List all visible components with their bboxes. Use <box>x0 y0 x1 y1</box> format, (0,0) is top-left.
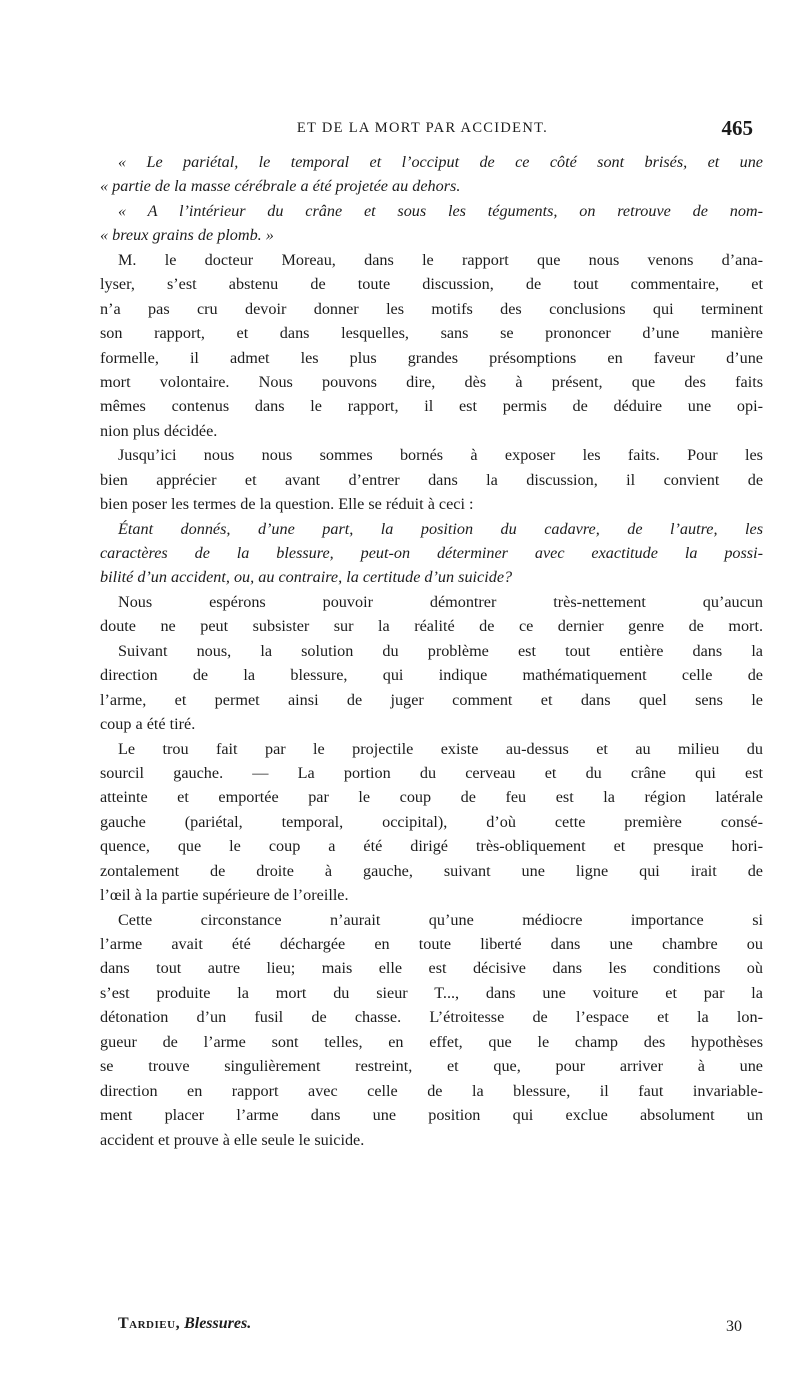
text-line: direction de la blessure, qui indique mathématiquement celle de <box>100 666 763 685</box>
body-text <box>100 150 763 1152</box>
text-line: son rapport, et dans lesquelles, sans se prononcer d’une manière <box>100 324 763 343</box>
text-line: gauche (pariétal, temporal, occipital), d’où cette première consé- <box>100 812 763 831</box>
page-number: 465 <box>721 116 753 140</box>
text-line: Jusqu’ici nous nous sommes bornés à exposer les faits. Pour les <box>118 446 763 465</box>
text-line: nion plus décidée. <box>100 421 218 440</box>
text-line: n’a pas cru devoir donner les motifs des conclusions qui terminent <box>100 299 763 318</box>
text-line: Cette circonstance n’aurait qu’une médiocre importance si <box>118 910 763 929</box>
text-line: lyser, s’est abstenu de toute discussion, de tout commentaire, et <box>100 275 763 294</box>
text-line: l’œil à la partie supérieure de l’oreille. <box>100 886 349 905</box>
text-line: « A l’intérieur du crâne et sous les téguments, on retrouve de nom- <box>118 201 763 220</box>
text-line: quence, que le coup a été dirigé très-obliquement et presque hori- <box>100 837 763 856</box>
text-line: Étant donnés, d’une part, la position du cadavre, de l’autre, les <box>118 519 763 538</box>
text-line: gueur de l’arme sont telles, en effet, que le champ des hypothèses <box>100 1032 763 1051</box>
text-line: accident et prouve à elle seule le suicide. <box>100 1130 365 1149</box>
text-line: bilité d’un accident, ou, au contraire, la certitude d’un suicide? <box>100 568 513 587</box>
text-line: « Le pariétal, le temporal et l’occiput de ce côté sont brisés, et une <box>118 153 763 171</box>
text-line: s’est produite la mort du sieur T..., dans une voiture et par la <box>100 983 763 1002</box>
text-line: Suivant nous, la solution du problème est tout entière dans la <box>118 641 763 660</box>
footer-title: Blessures. <box>184 1315 252 1332</box>
running-title: ET DE LA MORT PAR ACCIDENT. <box>296 120 549 136</box>
text-line: sourcil gauche. — La portion du cerveau et du crâne qui est <box>100 763 763 782</box>
text-line: doute ne peut subsister sur la réalité de ce dernier genre de mort. <box>100 617 763 636</box>
text-line: l’arme, et permet ainsi de juger comment et dans quel sens le <box>100 690 763 709</box>
text-line: l’arme avait été déchargée en toute liberté dans une chambre ou <box>100 935 763 953</box>
text-line: détonation d’un fusil de chasse. L’étroitesse de l’espace et la lon- <box>100 1008 763 1027</box>
text-line: bien apprécier et avant d’entrer dans la discussion, il convient de <box>100 470 763 489</box>
sheet-number: 30 <box>726 1318 742 1335</box>
text-line: mêmes contenus dans le rapport, il est permis de déduire une opi- <box>100 397 763 416</box>
text-line: Nous espérons pouvoir démontrer très-nettement qu’aucun <box>118 592 763 611</box>
text-line: M. le docteur Moreau, dans le rapport que nous venons d’ana- <box>118 250 763 269</box>
page-header <box>90 116 755 146</box>
text-line: zontalement de droite à gauche, suivant une ligne qui irait de <box>100 861 763 880</box>
text-line: mort volontaire. Nous pouvons dire, dès à présent, que des faits <box>100 372 763 391</box>
signature-mark <box>118 1315 251 1333</box>
text-line: dans tout autre lieu; mais elle est décisive dans les conditions où <box>100 959 763 978</box>
text-line: formelle, il admet les plus grandes présomptions en faveur d’une <box>100 348 763 367</box>
text-line: Le trou fait par le projectile existe au-dessus et au milieu du <box>118 739 763 758</box>
text-line: atteinte et emportée par le coup de feu est la région latérale <box>100 788 763 807</box>
text-line: coup a été tiré. <box>100 715 196 734</box>
text-line: caractères de la blessure, peut-on déterminer avec exactitude la possi- <box>100 544 763 562</box>
text-line: bien poser les termes de la question. Elle se réduit à ceci : <box>100 495 474 514</box>
text-line: ment placer l’arme dans une position qui exclue absolument un <box>100 1106 763 1125</box>
footer-author: Tardieu, <box>118 1315 181 1332</box>
text-line: direction en rapport avec celle de la blessure, il faut invariable- <box>100 1081 763 1100</box>
text-line: se trouve singulièrement restreint, et que, pour arriver à une <box>100 1057 763 1076</box>
text-line: « partie de la masse cérébrale a été projetée au dehors. <box>100 177 461 196</box>
text-line: « breux grains de plomb. » <box>100 226 274 245</box>
page-footer <box>118 1315 758 1343</box>
